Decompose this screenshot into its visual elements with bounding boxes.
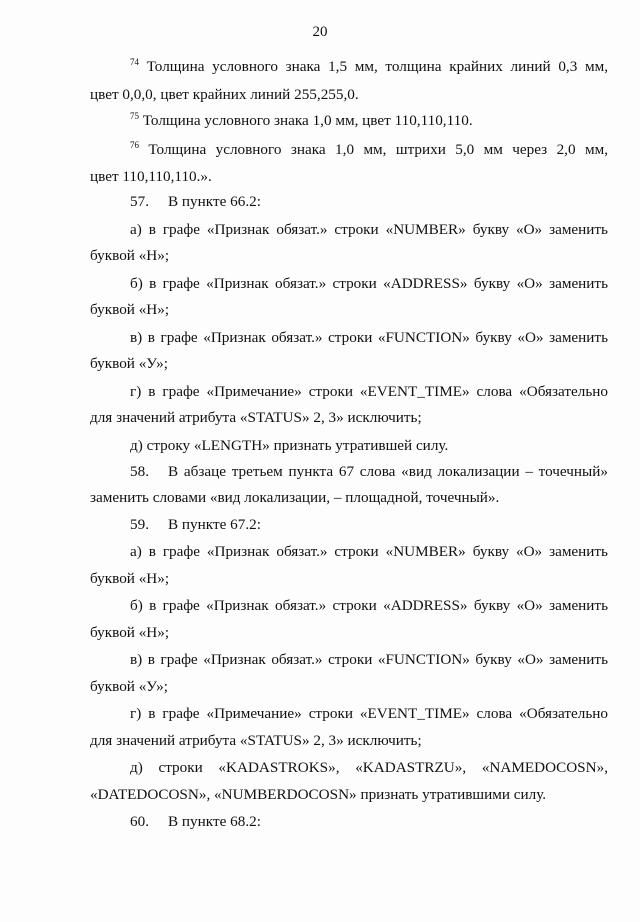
item-58-line-2: заменить словами «вид локализации, – площадной, точечный».	[90, 489, 500, 506]
footnote-marker: 76	[130, 140, 139, 150]
item-57-a-line-2: буквой «Н»;	[90, 247, 170, 264]
item-57-c-line-1: в) в графе «Признак обязат.» строки «FUNCTION» букву «О» заменить	[130, 329, 608, 346]
item-number: 57.	[130, 193, 149, 210]
item-59-a-line-1: а) в графе «Признак обязат.» строки «NUMBER» букву «О» заменить	[130, 543, 608, 560]
item-59-a-line-2: буквой «Н»;	[90, 570, 170, 587]
item-59-e-line-1: д) строки «KADASTROKS», «KADASTRZU», «NAMEDOCOSN»,	[130, 759, 608, 776]
footnote-76-line-1: $^{76}$ Толщина условного знака 1,0 мм, штрихи 5,0 мм через 2,0 мм,	[130, 140, 608, 158]
item-59-c-line-1: в) в графе «Признак обязат.» строки «FUNCTION» букву «О» заменить	[130, 651, 608, 668]
item-57-heading: 57. В пункте 66.2:	[130, 193, 261, 210]
footnote-74-line-2: цвет 0,0,0, цвет крайних линий 255,255,0.	[90, 86, 359, 103]
footnote-76-line-2: цвет 110,110,110.».	[90, 168, 212, 185]
footnote-74-line-1: $^{74}$ Толщина условного знака 1,5 мм, толщина крайних линий 0,3 мм,	[130, 57, 608, 75]
item-57-e-line-1: д) строку «LENGTH» признать утратившей силу.	[130, 437, 449, 454]
item-57-c-line-2: буквой «У»;	[90, 355, 168, 372]
item-59-b-line-1: б) в графе «Признак обязат.» строки «ADDRESS» букву «О» заменить	[130, 597, 608, 614]
item-number: 59.	[130, 516, 149, 533]
footnote-marker: 75	[130, 111, 139, 121]
item-59-b-line-2: буквой «Н»;	[90, 624, 170, 641]
item-57-a-line-1: а) в графе «Признак обязат.» строки «NUMBER» букву «О» заменить	[130, 221, 608, 238]
item-57-b-line-2: буквой «Н»;	[90, 301, 170, 318]
footnote-75-line-1: $^{75}$ Толщина условного знака 1,0 мм, цвет 110,110,110.	[130, 111, 473, 129]
item-59-d-line-1: г) в графе «Примечание» строки «EVENT_TIME» слова «Обязательно	[130, 705, 608, 722]
footnote-marker: 74	[130, 57, 139, 67]
item-number: 58.	[130, 463, 149, 480]
item-57-d-line-1: г) в графе «Примечание» строки «EVENT_TIME» слова «Обязательно	[130, 383, 608, 400]
item-58-line-1: 58. В абзаце третьем пункта 67 слова «вид локализации – точечный»	[130, 463, 608, 480]
item-59-c-line-2: буквой «У»;	[90, 678, 168, 695]
item-59-heading: 59. В пункте 67.2:	[130, 516, 261, 533]
item-57-b-line-1: б) в графе «Признак обязат.» строки «ADDRESS» букву «О» заменить	[130, 275, 608, 292]
item-59-e-line-2: «DATEDOCOSN», «NUMBERDOCOSN» признать утратившими силу.	[90, 786, 547, 803]
item-60-heading: 60. В пункте 68.2:	[130, 813, 261, 830]
item-number: 60.	[130, 813, 149, 830]
item-59-d-line-2: для значений атрибута «STATUS» 2, 3» исключить;	[90, 732, 422, 749]
page-number: 20	[312, 24, 328, 40]
item-57-d-line-2: для значений атрибута «STATUS» 2, 3» исключить;	[90, 409, 422, 426]
